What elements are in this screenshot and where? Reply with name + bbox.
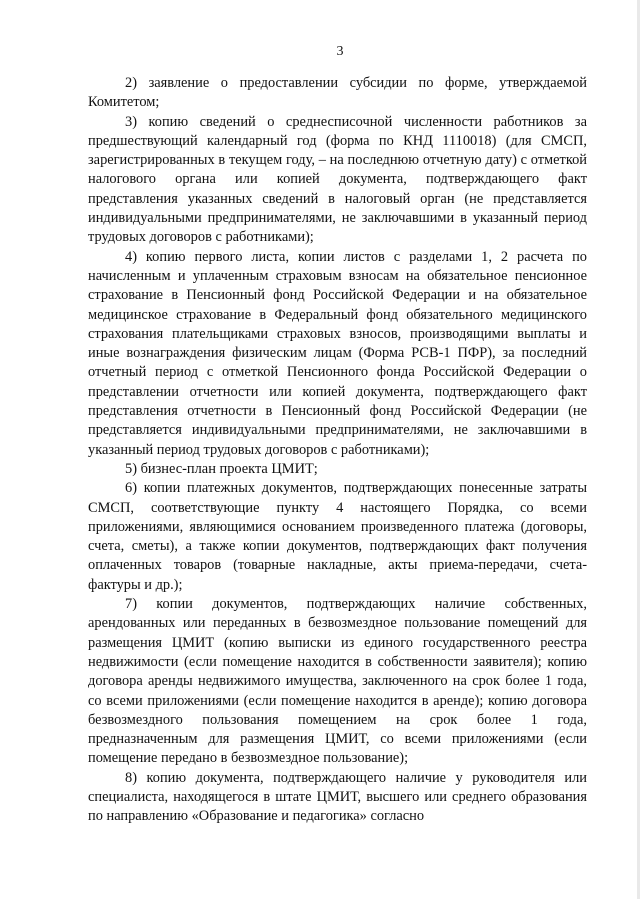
paragraph-item-2: 2) заявление о предоставлении субсидии по форме, утверждаемой Комитетом; <box>88 75 587 111</box>
paragraph-item-4: 4) копию первого листа, копии листов с разделами 1, 2 расчета по начисленным и уплаченным страховым взносам на обязательное пенсионное страхование в Пенсионный фонд Российской Федерации и на обязательное медицинское страхование в Федеральный фонд обязательного медицинского страхования плательщиками страховых взносов, производящими выплаты и иные вознаграждения физическим лицам (Форма РСВ-1 ПФР), за последний отчетный период с отметкой Пенсионного фонда Российской Федерации о представлении отчетности или копией документа, подтверждающего факт представления отчетности в Пенсионный фонд Российской Федерации (не представляется индивидуальными предпринимателями, не заключавшими в указанный период трудовых договоров с работниками); <box>88 248 587 458</box>
paragraph-item-8: 8) копию документа, подтверждающего наличие у руководителя или специалиста, находящегося в штате ЦМИТ, высшего или среднего образования по направлению «Образование и педагогика» согласно <box>88 769 587 825</box>
document-body <box>88 74 587 827</box>
paragraph-item-3: 3) копию сведений о среднесписочной численности работников за предшествующий календарный год (форма по КНД 1110018) (для СМСП, зарегистрированных в текущем году, – на последнюю отчетную дату) с отметкой налогового органа или копией документа, подтверждающего факт представления указанных сведений в налоговый орган (не представляется индивидуальными предпринимателями, не заключавшими в указанный период трудовых договоров с работниками); <box>88 113 587 246</box>
paragraph-item-7: 7) копии документов, подтверждающих наличие собственных, арендованных или переданных в безвозмездное пользование помещений для размещения ЦМИТ (копию выписки из единого государственного реестра недвижимости (если помещение находится в собственности заявителя); копию договора аренды недвижимого имущества, заключенного на срок более 1 года, со всеми приложениями (если помещение находится в аренде); копию договора безвозмездного пользования помещением на срок более 1 года, предназначенным для размещения ЦМИТ, со всеми приложениями (если помещение передано в безвозмездное пользование); <box>88 596 587 767</box>
paragraph-item-5: 5) бизнес-план проекта ЦМИТ; <box>125 460 318 477</box>
paragraph-item-6: 6) копии платежных документов, подтверждающих понесенные затраты СМСП, соответствующие пункту 4 настоящего Порядка, со всеми приложениями, являющимися основанием произведенного платежа (договоры, счета, сметы), а также копии документов, подтверждающих факт получения оплаченных товаров (товарные накладные, акты приема-передачи, счета-фактуры и др.); <box>88 480 587 593</box>
page-number: 3 <box>336 44 344 59</box>
